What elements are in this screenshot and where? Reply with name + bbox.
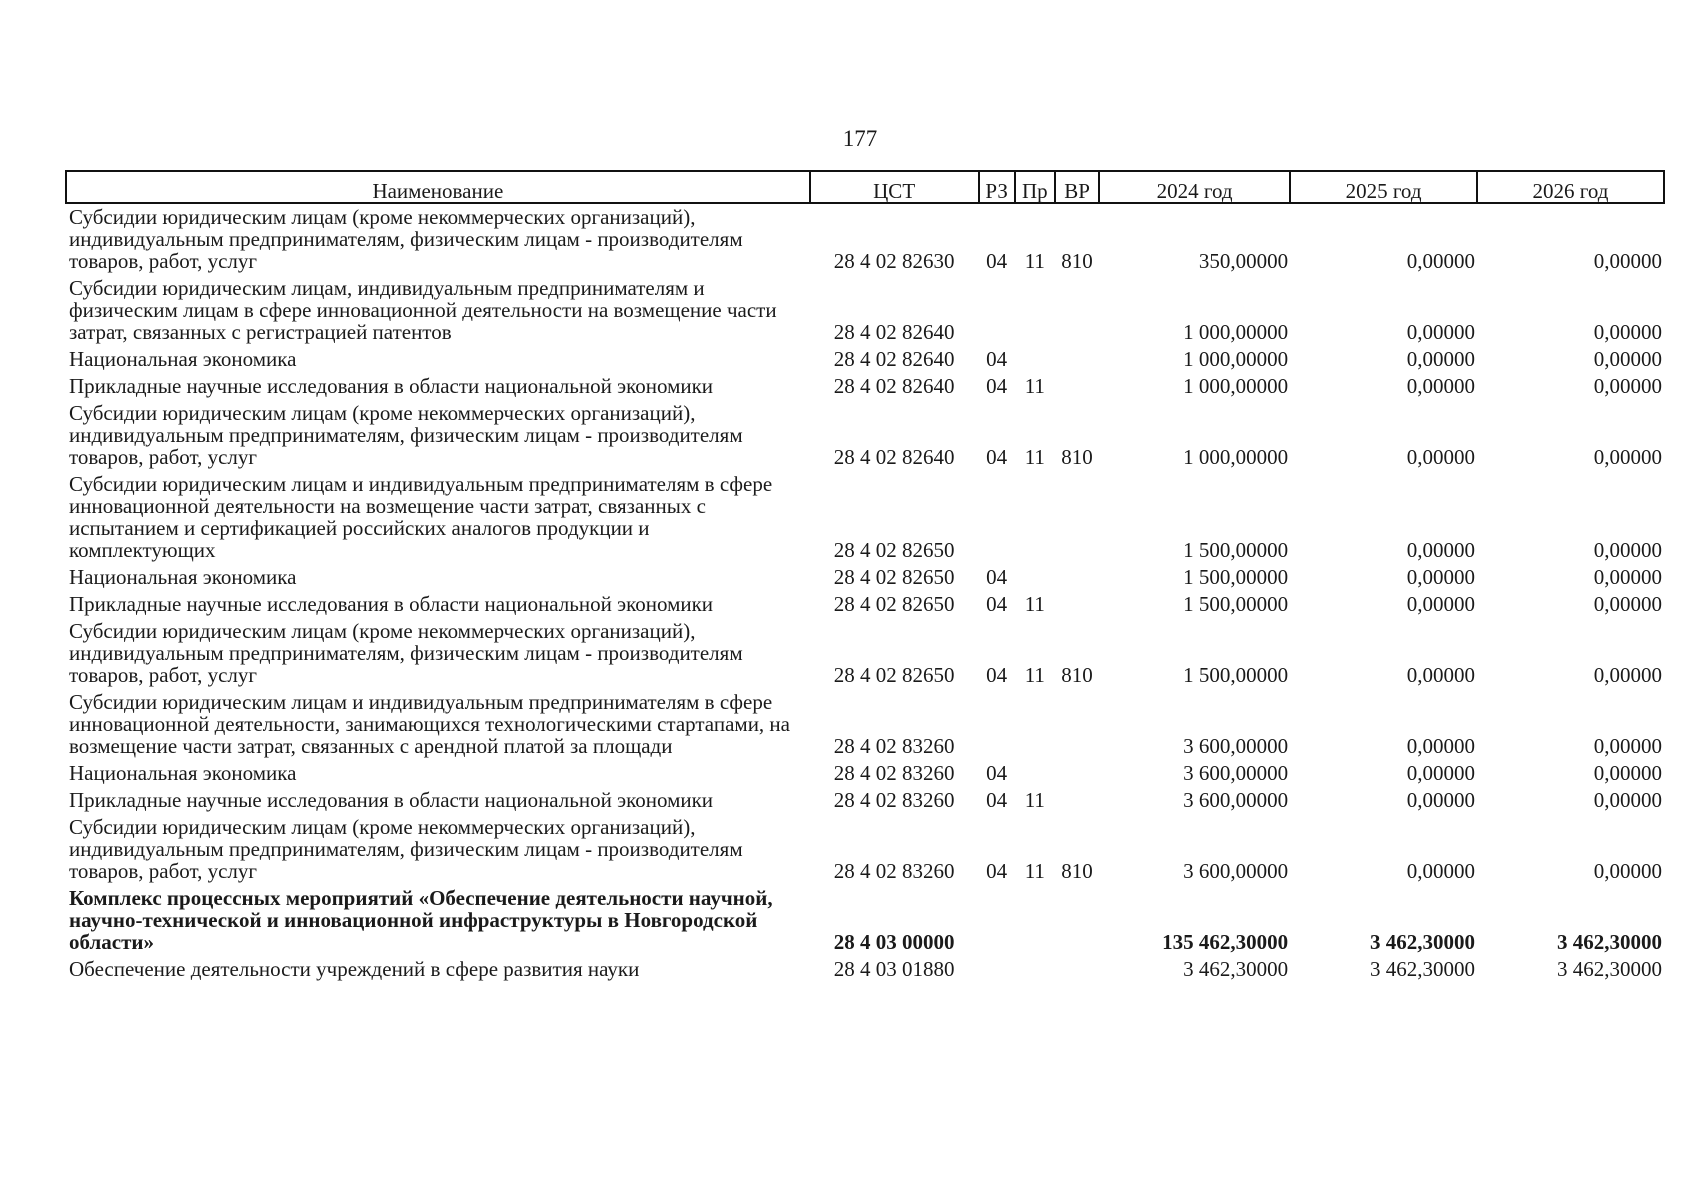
header-vr: ВР — [1055, 171, 1099, 203]
row-name: Прикладные научные исследования в области национальной экономики — [69, 592, 714, 616]
row-2025: 0,00000 — [1406, 320, 1476, 344]
table-row — [66, 956, 1664, 983]
row-2026: 0,00000 — [1593, 538, 1662, 562]
row-pr — [1015, 760, 1055, 787]
table-row — [66, 203, 1664, 275]
row-2025: 0,00000 — [1406, 374, 1476, 398]
table-row — [66, 689, 1664, 760]
row-rz: 04 — [986, 249, 1008, 273]
row-rz: 04 — [986, 663, 1008, 687]
header-2024: 2024 год — [1099, 171, 1290, 203]
row-2025: 0,00000 — [1406, 788, 1476, 812]
row-cst: 28 4 02 82650 — [833, 565, 955, 589]
table-row — [66, 591, 1664, 618]
row-cst: 28 4 02 83260 — [833, 859, 955, 883]
row-2024: 1 500,00000 — [1183, 538, 1289, 562]
row-2024: 1 000,00000 — [1183, 445, 1289, 469]
row-cst: 28 4 02 83260 — [833, 761, 955, 785]
row-name: Субсидии юридическим лицам (кроме некоммерческих организаций), индивидуальным предпринимателям, физическим лицам - производителям товаров, работ, услуг — [69, 205, 743, 273]
row-name: Субсидии юридическим лицам и индивидуальным предпринимателям в сфере инновационной деятельности, занимающихся технологическими стартапами, на возмещение части затрат, связанных с арендной платой за площади — [69, 690, 790, 758]
row-vr — [1055, 564, 1099, 591]
row-2026: 0,00000 — [1593, 565, 1662, 589]
row-vr — [1055, 373, 1099, 400]
row-vr: 810 — [1061, 249, 1093, 273]
row-rz — [979, 275, 1015, 346]
row-rz: 04 — [986, 374, 1008, 398]
row-cst: 28 4 02 82640 — [833, 320, 955, 344]
row-pr — [1015, 346, 1055, 373]
row-name: Прикладные научные исследования в области национальной экономики — [69, 374, 714, 398]
table-row — [66, 346, 1664, 373]
table-row — [66, 885, 1664, 956]
row-2025: 0,00000 — [1406, 538, 1476, 562]
row-name: Национальная экономика — [69, 761, 297, 785]
row-rz — [979, 689, 1015, 760]
row-2024: 3 462,30000 — [1183, 957, 1289, 981]
row-2026: 0,00000 — [1593, 734, 1662, 758]
table-body — [66, 203, 1664, 983]
table-header — [66, 171, 1664, 203]
row-name: Субсидии юридическим лицам, индивидуальным предпринимателям и физическим лицам в сфере инновационной деятельности на возмещение части затрат, связанных с регистрацией патентов — [69, 276, 777, 344]
row-2024: 1 500,00000 — [1183, 592, 1289, 616]
row-2026: 0,00000 — [1593, 663, 1662, 687]
row-pr: 11 — [1024, 374, 1045, 398]
row-vr — [1055, 760, 1099, 787]
row-2025: 0,00000 — [1406, 249, 1476, 273]
row-pr — [1015, 885, 1055, 956]
row-vr — [1055, 689, 1099, 760]
row-2026: 0,00000 — [1593, 249, 1662, 273]
table-row — [66, 275, 1664, 346]
row-2026: 0,00000 — [1593, 859, 1662, 883]
row-2024: 1 000,00000 — [1183, 374, 1289, 398]
table-row — [66, 814, 1664, 885]
row-pr — [1015, 956, 1055, 983]
row-2026: 3 462,30000 — [1557, 957, 1662, 981]
row-2025: 0,00000 — [1406, 761, 1476, 785]
page-number: 177 — [842, 126, 878, 151]
row-pr: 11 — [1024, 445, 1045, 469]
row-pr — [1015, 689, 1055, 760]
row-2025: 0,00000 — [1406, 565, 1476, 589]
row-2026: 0,00000 — [1593, 445, 1662, 469]
table-row — [66, 760, 1664, 787]
header-2026: 2026 год — [1477, 171, 1664, 203]
row-vr: 810 — [1061, 859, 1093, 883]
row-pr: 11 — [1024, 592, 1045, 616]
row-name: Комплекс процессных мероприятий «Обеспечение деятельности научной, научно-технической и инновационной инфраструктуры в Новгородской области» — [69, 886, 773, 954]
row-cst: 28 4 02 82640 — [833, 374, 955, 398]
row-2024: 135 462,30000 — [1162, 930, 1289, 954]
row-2024: 3 600,00000 — [1183, 859, 1289, 883]
row-cst: 28 4 02 82650 — [833, 592, 955, 616]
header-2025: 2025 год — [1290, 171, 1477, 203]
row-name: Субсидии юридическим лицам (кроме некоммерческих организаций), индивидуальным предпринимателям, физическим лицам - производителям товаров, работ, услуг — [69, 619, 743, 687]
row-2024: 3 600,00000 — [1183, 761, 1289, 785]
row-2025: 0,00000 — [1406, 859, 1476, 883]
header-pr: Пр — [1015, 171, 1055, 203]
row-2025: 0,00000 — [1406, 347, 1476, 371]
row-2024: 1 500,00000 — [1183, 663, 1289, 687]
row-2026: 3 462,30000 — [1557, 930, 1662, 954]
row-2024: 1 000,00000 — [1183, 320, 1289, 344]
row-2025: 0,00000 — [1406, 592, 1476, 616]
row-vr — [1055, 346, 1099, 373]
row-2026: 0,00000 — [1593, 374, 1662, 398]
header-rz: РЗ — [979, 171, 1015, 203]
row-rz — [979, 956, 1015, 983]
row-2025: 0,00000 — [1406, 663, 1476, 687]
table-row — [66, 400, 1664, 471]
header-cst: ЦСТ — [810, 171, 979, 203]
row-2025: 0,00000 — [1406, 734, 1476, 758]
row-pr — [1015, 564, 1055, 591]
row-pr: 11 — [1024, 788, 1045, 812]
row-rz — [979, 471, 1015, 564]
row-vr — [1055, 956, 1099, 983]
row-rz: 04 — [986, 445, 1008, 469]
row-name: Национальная экономика — [69, 565, 297, 589]
row-2024: 3 600,00000 — [1183, 734, 1289, 758]
row-pr: 11 — [1024, 249, 1045, 273]
row-rz: 04 — [986, 565, 1008, 589]
row-cst: 28 4 03 01880 — [833, 957, 955, 981]
row-cst: 28 4 02 82640 — [833, 347, 955, 371]
row-2026: 0,00000 — [1593, 320, 1662, 344]
row-cst: 28 4 02 82650 — [833, 538, 955, 562]
row-name: Обеспечение деятельности учреждений в сфере развития науки — [69, 957, 640, 981]
row-rz: 04 — [986, 347, 1008, 371]
row-cst: 28 4 03 00000 — [833, 930, 955, 954]
row-vr: 810 — [1061, 445, 1093, 469]
table-row — [66, 564, 1664, 591]
row-name: Субсидии юридическим лицам (кроме некоммерческих организаций), индивидуальным предпринимателям, физическим лицам - производителям товаров, работ, услуг — [69, 815, 743, 883]
row-2024: 1 500,00000 — [1183, 565, 1289, 589]
row-cst: 28 4 02 82630 — [833, 249, 955, 273]
table-row — [66, 787, 1664, 814]
row-name: Субсидии юридическим лицам (кроме некоммерческих организаций), индивидуальным предпринимателям, физическим лицам - производителям товаров, работ, услуг — [69, 401, 743, 469]
row-cst: 28 4 02 82640 — [833, 445, 955, 469]
row-cst: 28 4 02 82650 — [833, 663, 955, 687]
row-2024: 3 600,00000 — [1183, 788, 1289, 812]
row-vr: 810 — [1061, 663, 1093, 687]
row-2026: 0,00000 — [1593, 347, 1662, 371]
row-2025: 3 462,30000 — [1370, 957, 1476, 981]
row-rz: 04 — [986, 592, 1008, 616]
row-2025: 0,00000 — [1406, 445, 1476, 469]
row-pr: 11 — [1024, 663, 1045, 687]
row-name: Субсидии юридическим лицам и индивидуальным предпринимателям в сфере инновационной деятельности на возмещение части затрат, связанных с испытанием и сертификацией российских аналогов продукции и комплектующих — [69, 472, 773, 562]
row-vr — [1055, 591, 1099, 618]
row-2024: 1 000,00000 — [1183, 347, 1289, 371]
row-2025: 3 462,30000 — [1370, 930, 1476, 954]
row-vr — [1055, 275, 1099, 346]
row-vr — [1055, 787, 1099, 814]
row-cst: 28 4 02 83260 — [833, 788, 955, 812]
row-2026: 0,00000 — [1593, 592, 1662, 616]
table-row — [66, 618, 1664, 689]
row-name: Прикладные научные исследования в области национальной экономики — [69, 788, 714, 812]
header-name: Наименование — [66, 171, 810, 203]
row-rz — [979, 885, 1015, 956]
row-2026: 0,00000 — [1593, 761, 1662, 785]
row-vr — [1055, 471, 1099, 564]
row-pr — [1015, 275, 1055, 346]
table-row — [66, 373, 1664, 400]
table-row — [66, 471, 1664, 564]
row-pr — [1015, 471, 1055, 564]
row-rz: 04 — [986, 761, 1008, 785]
row-name: Национальная экономика — [69, 347, 297, 371]
row-cst: 28 4 02 83260 — [833, 734, 955, 758]
row-rz: 04 — [986, 859, 1008, 883]
row-rz: 04 — [986, 788, 1008, 812]
row-2024: 350,00000 — [1198, 249, 1289, 273]
row-pr: 11 — [1024, 859, 1045, 883]
row-2026: 0,00000 — [1593, 788, 1662, 812]
budget-table — [65, 170, 1665, 983]
row-vr — [1055, 885, 1099, 956]
